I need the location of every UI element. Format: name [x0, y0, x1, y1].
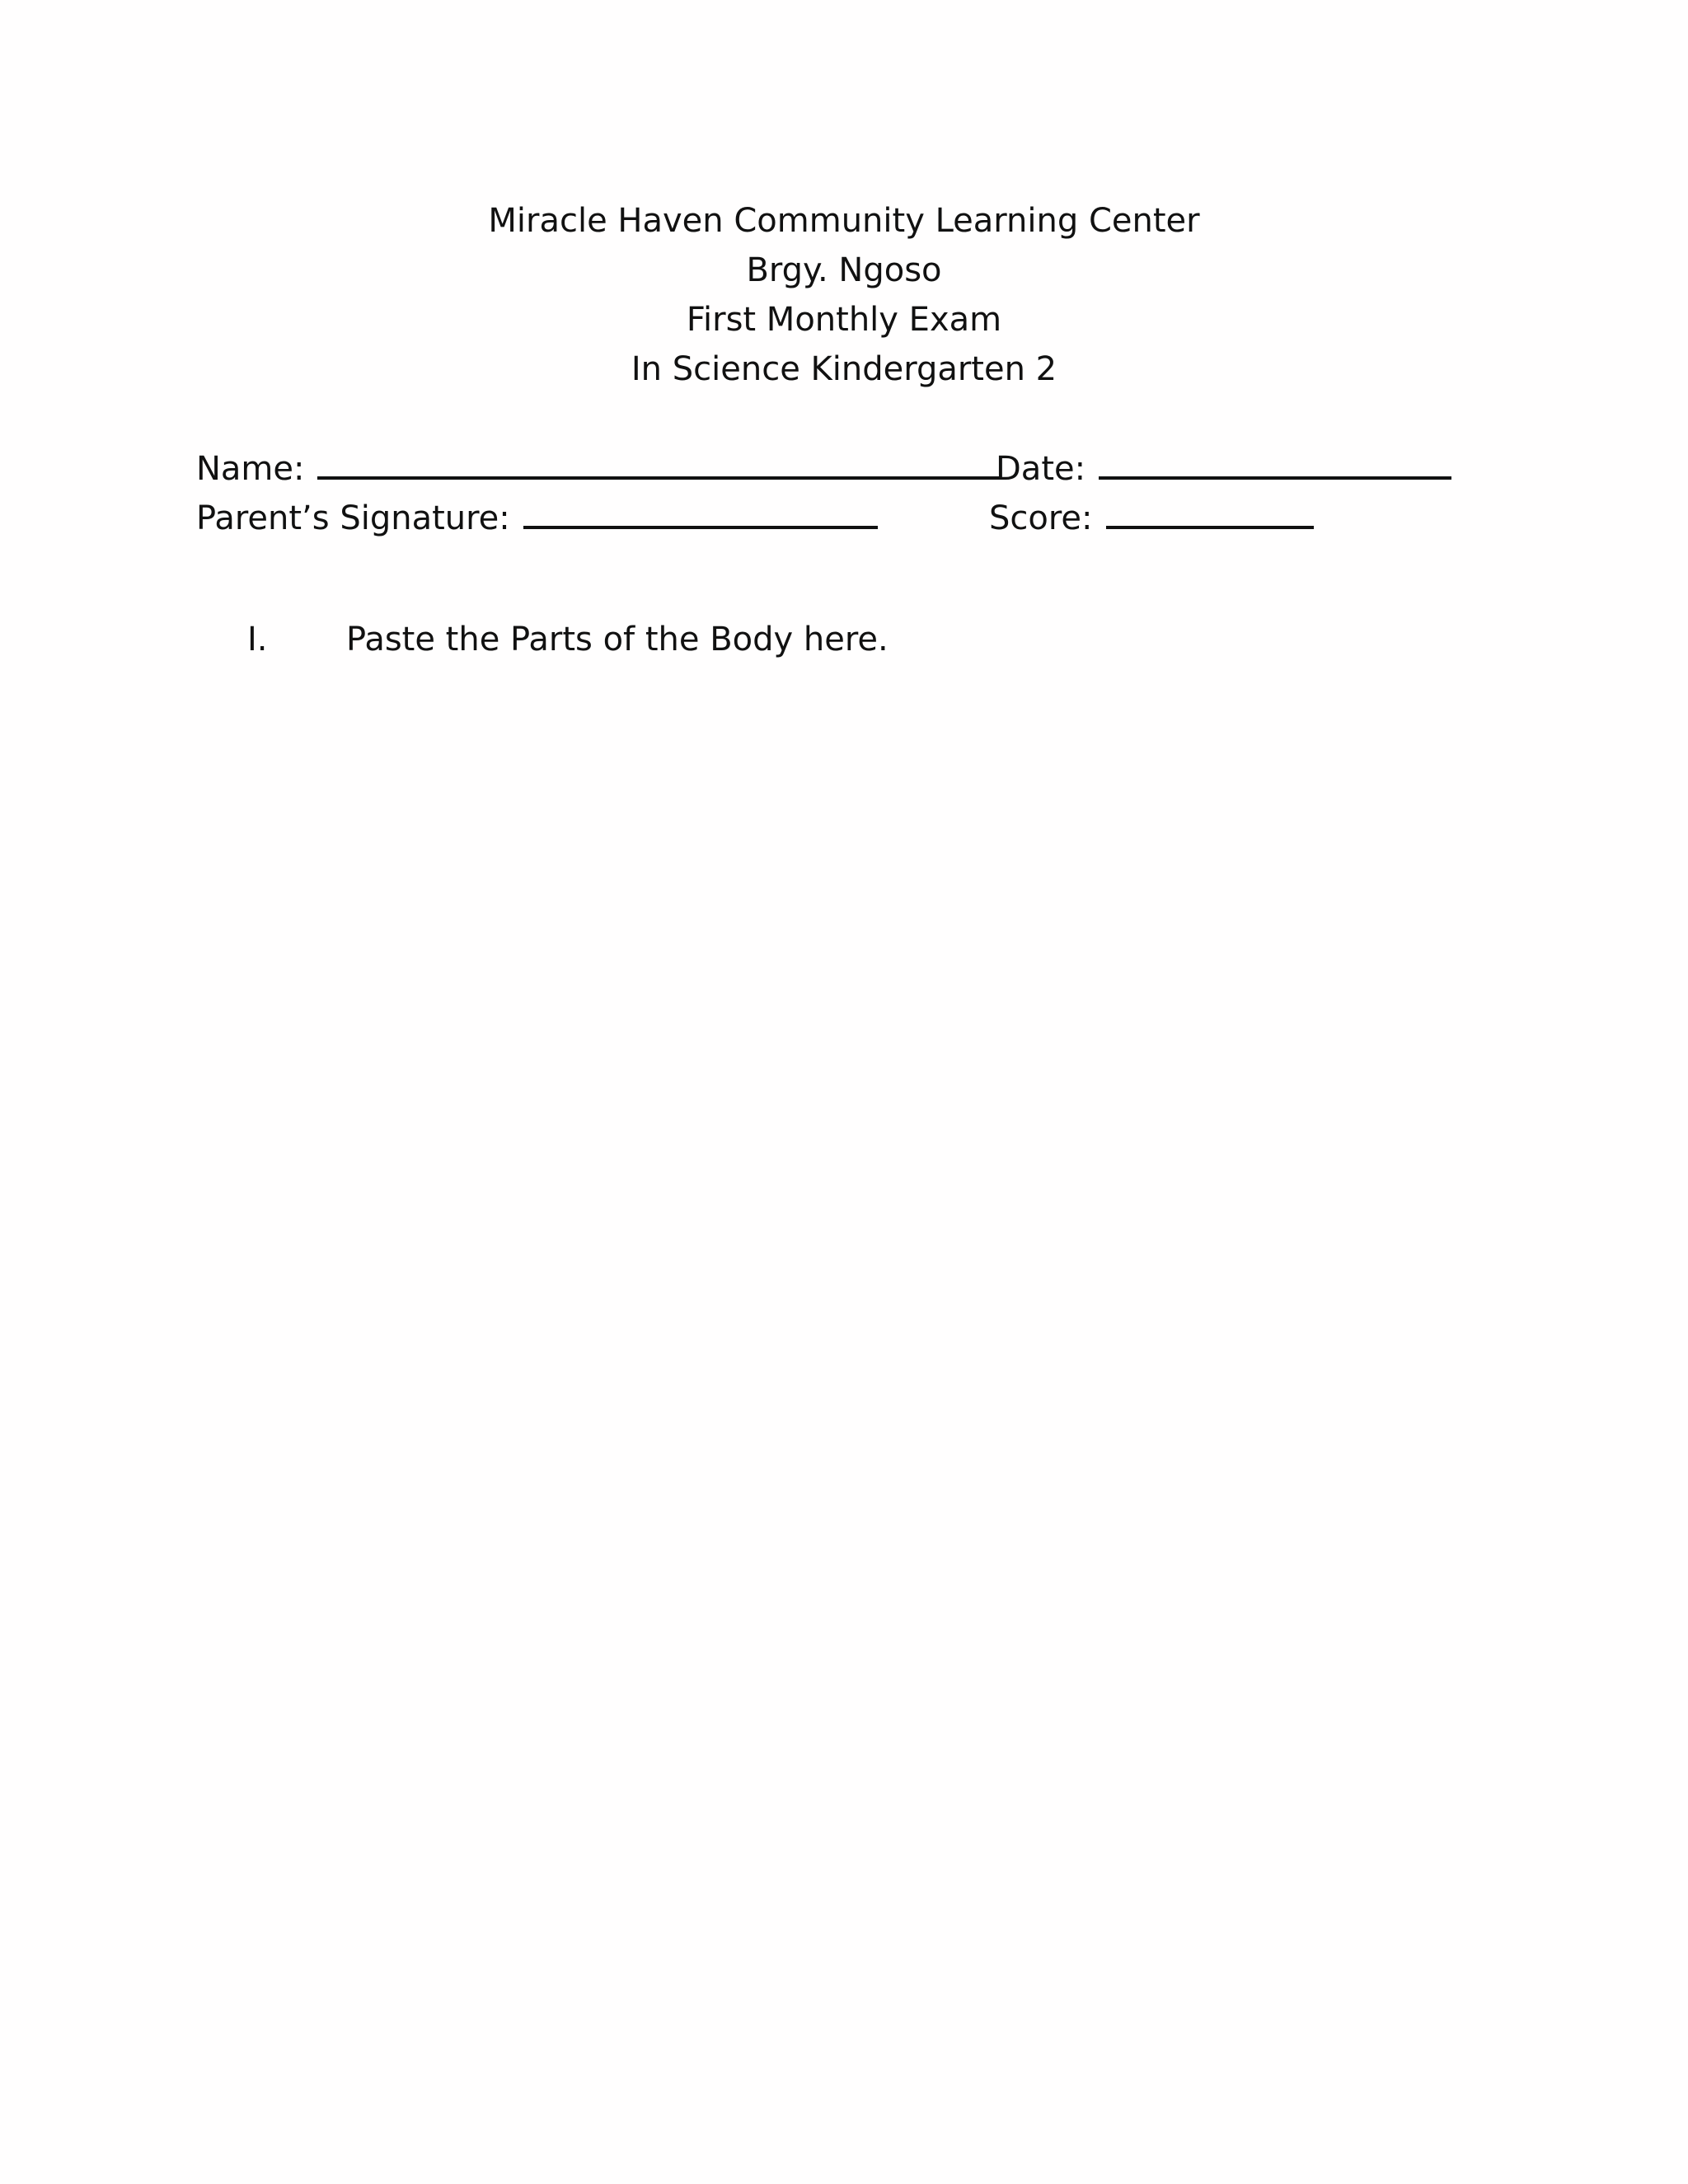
exam-header	[0, 196, 1688, 394]
name-label: Name:	[196, 450, 305, 488]
school-name: Miracle Haven Community Learning Center	[488, 202, 1200, 240]
section-numeral: I.	[247, 621, 268, 658]
exam-title: First Monthly Exam	[686, 301, 1002, 339]
date-label: Date:	[996, 450, 1086, 488]
name-blank[interactable]	[317, 443, 1001, 480]
date-field[interactable]	[996, 443, 1451, 494]
name-field[interactable]	[196, 443, 1001, 494]
score-blank[interactable]	[1106, 493, 1314, 529]
date-blank[interactable]	[1099, 443, 1451, 480]
barangay-name: Brgy. Ngoso	[746, 251, 942, 289]
score-field[interactable]	[989, 493, 1314, 543]
signature-label: Parent’s Signature:	[196, 499, 510, 537]
exam-subject: In Science Kindergarten 2	[631, 350, 1057, 388]
score-label: Score:	[989, 499, 1093, 537]
section-one	[247, 615, 889, 664]
signature-field[interactable]	[196, 493, 878, 543]
signature-blank[interactable]	[523, 493, 878, 529]
section-instruction: Paste the Parts of the Body here.	[346, 621, 889, 658]
